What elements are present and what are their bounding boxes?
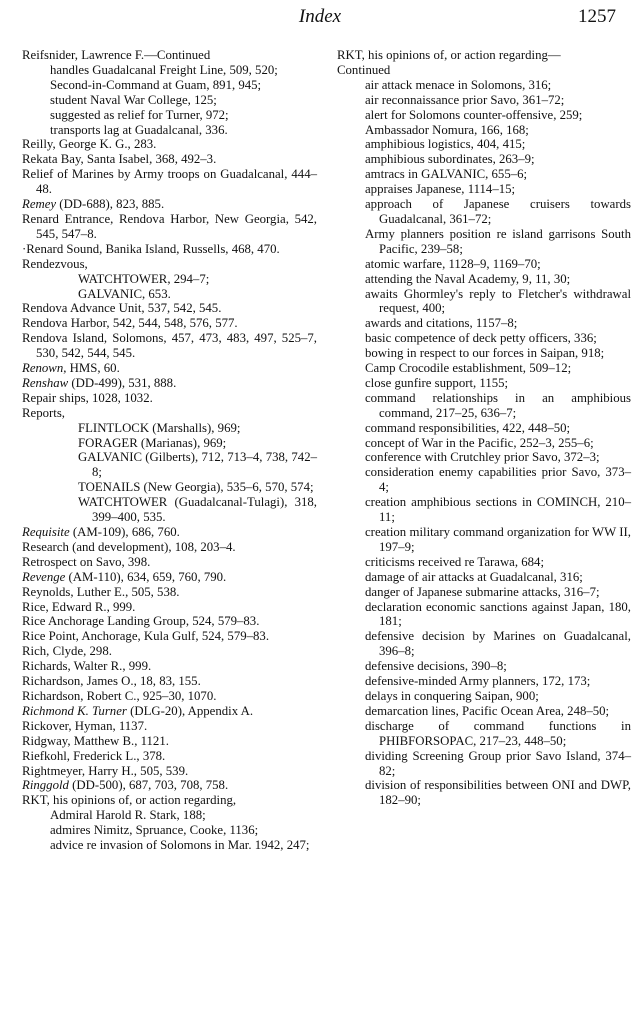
entry-text: Rendezvous, [22,256,88,271]
index-entry [22,137,317,152]
page-number: 1257 [578,6,616,27]
index-entry [22,704,317,719]
entry-text: (DD-688), 823, 885. [56,197,165,212]
entry-text: Renard Entrance, Rendova Harbor, New Georgia, 542, 545, 547–8. [22,211,317,241]
entry-text: consideration enemy capabilities prior Savo, 373–4; [365,465,631,495]
entry-text: Rice Point, Anchorage, Kula Gulf, 524, 579–83. [22,629,270,644]
index-entry [337,436,631,451]
entry-text: (DD-499), 531, 888. [68,375,177,390]
entry-text: Rice, Edward R., 999. [22,599,136,614]
entry-text: Repair ships, 1028, 1032. [22,390,153,405]
index-entry [337,197,631,227]
index-entry [22,659,317,674]
index-entry [337,93,631,108]
index-entry [22,287,317,302]
entry-text: command responsibilities, 422, 448–50; [365,420,571,435]
index-entry [22,808,317,823]
entry-text: TOENAILS (New Georgia), 535–6, 570, 574; [78,480,314,495]
entry-text: atomic warfare, 1128–9, 1169–70; [365,256,541,271]
entry-text: Second-in-Command at Guam, 891, 945; [50,77,262,92]
entry-text: danger of Japanese submarine attacks, 316–7; [365,584,600,599]
index-entry [22,108,317,123]
index-entry [22,540,317,555]
entry-text: amtracs in GALVANIC, 655–6; [365,167,528,182]
entry-text: (AM-109), 686, 760. [69,525,180,539]
index-entry [22,406,317,421]
entry-text: dividing Screening Group prior Savo Island, 374–82; [365,748,631,778]
entry-text: RKT, his opinions of, or action regarding, [22,793,237,808]
entry-text: Retrospect on Savo, 398. [22,554,151,569]
entry-ship-name: Revenge [22,569,66,584]
index-entry [337,152,631,167]
entry-text: alert for Solomons counter-offensive, 259; [365,107,583,122]
entry-ship-name: Ringgold [22,778,69,793]
entry-ship-name: Renshaw [22,375,69,390]
entry-text: delays in conquering Saipan, 900; [365,688,539,703]
index-entry [337,450,631,465]
index-entry [337,659,631,674]
index-entry [22,63,317,78]
index-entry [22,167,317,197]
index-entry [22,450,317,480]
entry-text: WATCHTOWER, 294–7; [78,271,210,286]
entry-text: FORAGER (Marianas), 969; [78,435,227,450]
index-entry [337,346,631,361]
entry-text: transports lag at Guadalcanal, 336. [50,122,228,137]
index-entry [337,108,631,123]
index-entry [22,480,317,495]
index-entry [337,749,631,779]
entry-ship-name: Richmond K. Turner [22,703,127,718]
index-entry [337,287,631,317]
index-entry [22,823,317,838]
index-entry [22,257,317,272]
entry-text: command relationships in an amphibious command, 217–25, 636–7; [365,390,631,420]
index-entry [22,391,317,406]
index-entry [22,242,317,257]
entry-text: discharge of command functions in PHIBFORSOPAC, 217–23, 448–50; [365,718,631,748]
index-entry [337,78,631,93]
index-entry [337,182,631,197]
index-entry [22,93,317,108]
entry-text: awaits Ghormley's reply to Fletcher's withdrawal request, 400; [365,286,631,316]
index-entry [337,331,631,346]
running-title: Index [298,6,342,27]
index-entry [22,793,317,808]
index-entry [337,778,631,808]
entry-text: suggested as relief for Turner, 972; [50,107,229,122]
entry-text: declaration economic sanctions against Japan, 180, 181; [365,599,631,629]
index-entry [22,331,317,361]
index-entry [337,674,631,689]
entry-text: air reconnaissance prior Savo, 361–72; [365,92,565,107]
index-entry [22,272,317,287]
entry-text: basic competence of deck petty officers, 336; [365,331,597,346]
index-entry [22,525,317,540]
index-entry [337,421,631,436]
index-entry [22,674,317,689]
index-entry [22,629,317,644]
index-entry [22,734,317,749]
index-entry [337,600,631,630]
index-entry [337,167,631,182]
index-entry [337,137,631,152]
index-entry [22,78,317,93]
index-entry [22,48,317,63]
index-entry [22,749,317,764]
index-entry [22,495,317,525]
index-entry [337,123,631,138]
index-entry [22,301,317,316]
index-entry [22,421,317,436]
entry-text: Riefkohl, Frederick L., 378. [22,748,166,763]
index-entry [337,316,631,331]
entry-text: conference with Crutchley prior Savo, 372–3; [365,450,600,465]
index-entry [337,376,631,391]
entry-text: Rickover, Hyman, 1137. [22,718,148,733]
index-entry [22,376,317,391]
index-entry [22,570,317,585]
entry-text: defensive decision by Marines on Guadalcanal, 396–8; [365,629,631,659]
index-entry [337,495,631,525]
entry-text: creation amphibious sections in COMINCH, 210–11; [365,495,631,525]
index-entry [22,764,317,779]
entry-text: defensive decisions, 390–8; [365,659,507,674]
entry-text: (DLG-20), Appendix A. [126,703,254,718]
entry-ship-name: Requisite [22,525,70,539]
entry-text: ·Renard Sound, Banika Island, Russells, 468, 470. [22,241,280,256]
entry-text: attending the Naval Academy, 9, 11, 30; [365,271,571,286]
index-entry [22,778,317,793]
entry-ship-name: Remey [22,197,57,212]
entry-text: Rekata Bay, Santa Isabel, 368, 492–3. [22,152,217,167]
entry-text: defensive-minded Army planners, 172, 173; [365,674,591,689]
index-column-right [337,48,631,808]
index-entry [337,704,631,719]
entry-text: air attack menace in Solomons, 316; [365,77,552,92]
entry-text: Richardson, James O., 18, 83, 155. [22,674,201,689]
index-entry [22,585,317,600]
entry-text: Admiral Harold R. Stark, 188; [50,808,206,823]
entry-text: handles Guadalcanal Freight Line, 509, 520; [50,62,278,77]
entry-text: criticisms received re Tarawa, 684; [365,554,545,569]
entry-text: concept of War in the Pacific, 252–3, 255–6; [365,435,594,450]
entry-text: RKT, his opinions of, or action regarding— [337,48,561,62]
index-entry [337,719,631,749]
entry-text: Rightmeyer, Harry H., 505, 539. [22,763,189,778]
index-entry [22,644,317,659]
entry-text: WATCHTOWER (Guadalcanal-Tulagi), 318, 399–400, 535. [78,495,317,525]
entry-text: division of responsibilities between ONI and DWP, 182–90; [365,778,631,808]
index-entry [337,585,631,600]
index-entry [337,689,631,704]
entry-text: HMS, 60. [66,361,120,376]
index-entry [337,63,631,78]
entry-text: approach of Japanese cruisers towards Guadalcanal, 361–72; [365,197,631,226]
index-entry [337,570,631,585]
index-entry [337,257,631,272]
index-entry [22,719,317,734]
index-entry [337,465,631,495]
entry-text: awards and citations, 1157–8; [365,316,518,331]
entry-text: Rendova Harbor, 542, 544, 548, 576, 577. [22,316,238,331]
entry-text: amphibious subordinates, 263–9; [365,152,535,167]
entry-text: Ambassador Nomura, 166, 168; [365,122,529,137]
index-entry [22,316,317,331]
entry-text: bowing in respect to our forces in Saipan, 918; [365,346,605,361]
index-entry [22,689,317,704]
entry-text: Relief of Marines by Army troops on Guadalcanal, 444–48. [22,167,317,197]
index-entry [22,212,317,242]
entry-text: Reynolds, Luther E., 505, 538. [22,584,180,599]
entry-text: amphibious logistics, 404, 415; [365,137,526,152]
entry-text: creation military command organization for WW II, 197–9; [365,525,631,554]
index-entry [337,48,631,63]
entry-text: Rich, Clyde, 298. [22,644,112,659]
index-entry [337,555,631,570]
index-entry [22,197,317,212]
entry-text: Rendova Advance Unit, 537, 542, 545. [22,301,222,316]
entry-text: close gunfire support, 1155; [365,375,509,390]
index-entry [22,436,317,451]
entry-text: (AM-110), 634, 659, 760, 790. [65,569,227,584]
entry-text: Research (and development), 108, 203–4. [22,539,236,554]
index-entry [337,525,631,555]
entry-text: student Naval War College, 125; [50,92,217,107]
entry-text: demarcation lines, Pacific Ocean Area, 248–50; [365,703,610,718]
index-entry [337,391,631,421]
entry-text: advice re invasion of Solomons in Mar. 1942, 247; [50,838,310,853]
index-column-left [22,48,317,853]
index-entry [22,600,317,615]
entry-text: Ridgway, Matthew B., 1121. [22,733,169,748]
index-entry [337,629,631,659]
index-entry [22,838,317,853]
entry-text: Rice Anchorage Landing Group, 524, 579–83. [22,614,260,629]
page-header [0,6,640,30]
entry-text: damage of air attacks at Guadalcanal, 316; [365,569,583,584]
index-entry [337,227,631,257]
index-entry [337,361,631,376]
index-entry [22,152,317,167]
entry-text: Reports, [22,405,66,420]
entry-text: (DD-500), 687, 703, 708, 758. [68,778,229,793]
index-entry [22,614,317,629]
entry-text: Reilly, George K. G., 283. [22,137,157,152]
index-entry [337,272,631,287]
index-entry [22,361,317,376]
entry-text: Rendova Island, Solomons, 457, 473, 483, 497, 525–7, 530, 542, 544, 545. [22,331,317,361]
entry-text: Reifsnider, Lawrence F.—Continued [22,48,211,62]
entry-text: FLINTLOCK (Marshalls), 969; [78,420,241,435]
entry-text: Continued [337,62,391,77]
entry-text: appraises Japanese, 1114–15; [365,182,516,197]
index-entry [22,123,317,138]
entry-text: GALVANIC (Gilberts), 712, 713–4, 738, 742–8; [78,450,317,480]
entry-text: Camp Crocodile establishment, 509–12; [365,361,572,376]
index-entry [22,555,317,570]
entry-text: GALVANIC, 653. [78,286,171,301]
entry-text: Richards, Walter R., 999. [22,659,152,674]
entry-text: Army planners position re island garrisons South Pacific, 239–58; [365,226,631,256]
entry-text: admires Nimitz, Spruance, Cooke, 1136; [50,823,259,838]
entry-ship-name: Renown, [22,361,67,376]
entry-text: Richardson, Robert C., 925–30, 1070. [22,688,217,703]
